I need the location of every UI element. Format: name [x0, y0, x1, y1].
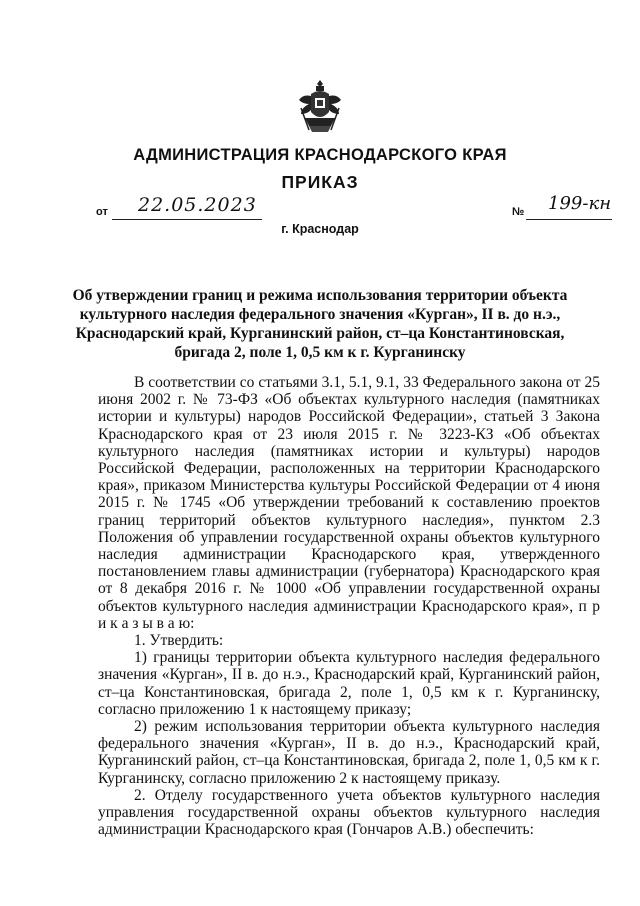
order-date: 22.05.2023: [138, 194, 257, 216]
item-1-heading: 1. Утвердить:: [134, 632, 224, 650]
order-number: 199-кн: [548, 193, 612, 214]
date-from-label: от: [96, 206, 108, 218]
item-2-paragraph: 2. Отделу государственного учета объектов культурного наследия управления государственной охраны объектов культурного наследия администрации Краснодарского края (Гончаров А.В.) обеспечить:: [98, 786, 600, 839]
item-1-2-paragraph: 2) режим использования территории объекта культурного наследия федерального значения «Курган», II в. до н.э., Краснодарский край, Курганинский район, ст–ца Константиновская, бригада 2, поле 1, 0,5 км к г. Курганинску, согласно приложению 2 к настоящему приказу.: [98, 718, 600, 787]
item-1-1-paragraph: 1) границы территории объекта культурного наследия федерального значения «Курган», II в. до н.э., Краснодарский край, Курганинский район, ст–ца Константиновская, бригада 2, поле 1, 0,5 км к г. Курганинску, согласно приложению 1 к настоящему приказу;: [98, 649, 600, 718]
organization-name: АДМИНИСТРАЦИЯ КРАСНОДАРСКОГО КРАЯ: [133, 146, 507, 164]
krasnodar-coat-of-arms-icon: [297, 78, 343, 134]
order-title: Об утверждении границ и режима использования территории объекта культурного наследия федерального значения «Курган», II в. до н.э., Краснодарский край, Курганинский район, ст–ца Константиновская, бригада 2, поле 1, 0,5 км к г. Курганинску: [72, 287, 568, 361]
number-underline: [526, 219, 612, 220]
number-label: №: [512, 206, 525, 218]
city-name: г. Краснодар: [281, 222, 359, 236]
date-underline: [112, 219, 262, 220]
document-type: ПРИКАЗ: [281, 172, 359, 192]
order-body: [98, 374, 600, 838]
preamble-paragraph: В соответствии со статьями 3.1, 5.1, 9.1, 33 Федерального закона от 25 июня 2002 г. № 73-ФЗ «Об объектах культурного наследия (памятниках истории и культуры) народов Российской Федерации», статьей 3 Закона Краснодарского края от 23 июля 2015 г. № 3223-КЗ «Об объектах культурного наследия (памятниках истории и культуры) народов Российской Федерации, расположенных на территории Краснодарского края», приказом Министерства культуры Российской Федерации от 4 июня 2015 г. № 1745 «Об утверждении требований к составлению проектов границ территорий объектов культурного наследия», пунктом 2.3 Положения об управлении государственной охраны объектов культурного наследия администрации Краснодарского края, утвержденного постановлением главы администрации (губернатора) Краснодарского края от 8 декабря 2016 г. № 1000 «Об управлении государственной охраны объектов культурного наследия администрации Краснодарского края», п р и к а з ы в а ю:: [98, 374, 600, 632]
